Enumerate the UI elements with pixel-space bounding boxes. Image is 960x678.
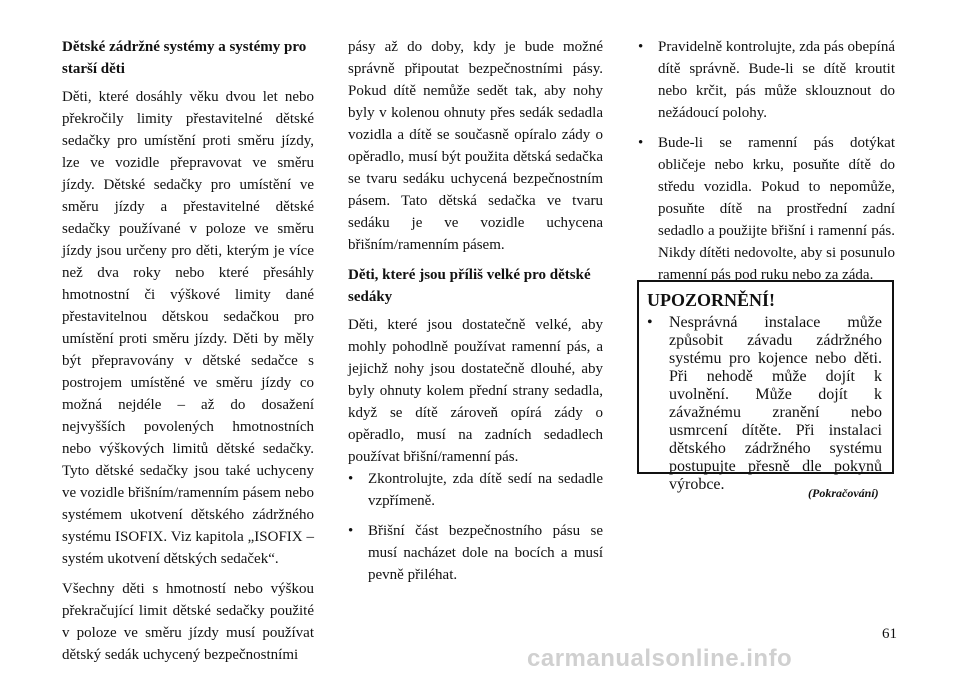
page-number: 61 xyxy=(882,626,897,642)
list-item: • Břišní část bezpečnostního pásu se musí nacházet dole na bocích a musí pevně přiléhat. xyxy=(348,520,603,586)
body-paragraph: Všechny děti s hmotností nebo výškou překračující limit dětské sedačky použité v poloze ve směru jízdy musí používat dětský sedák uchycený bezpečnostními xyxy=(62,581,314,663)
body-paragraph: Děti, které dosáhly věku dvou let nebo překročily limity přestavitelné dětské sedačky pro umístění proti směru jízdy, lze ve vozidle přepravovat ve směru jízdy. Dětské sedačky pro umístění ve směru jízdy a přestavitelné dětské sedačky používané v poloze ve směru jízdy jsou určeny pro děti, kterým je více než dva roky nebo které přesáhly hmotnostní či výškové limity dané přestavitelnou dětskou sedačkou pro umístění proti směru jízdy. Děti by měly být přepravovány v dětské sedačce s postrojem umístěné ve směru jízdy co možná nejdéle – až do dosažení nejvyšších povolených hmotnostních nebo výškových limitů dětské sedačky. Tyto dětské sedačky jsou také uchyceny ve vozidle břišním/ramenním pásem nebo systémem ukotvení dětského zádržného systému ISOFIX. Viz kapitola „ISOFIX – systém ukotvení dětských sedaček“. xyxy=(62,89,314,567)
bullet-list xyxy=(348,468,603,586)
section-heading: Děti, které jsou příliš velké pro dětské sedáky xyxy=(348,267,591,305)
body-paragraph: Děti, které jsou dostatečně velké, aby mohly pohodlně používat ramenní pás, a jejichž nohy jsou dostatečně dlouhé, aby byly ohnuty kolem přední strany sedadla, když se dítě zároveň opírá zády o opěradlo, musí na zadních sedadlech používat břišní/ramenní pás. xyxy=(348,317,603,465)
continued-label: (Pokračování) xyxy=(808,486,879,500)
column-right xyxy=(638,36,895,286)
body-paragraph: pásy až do doby, kdy je bude možné správně připoutat bezpečnostními pásy. Pokud dítě nemůže sedět tak, aby nohy byly v kolenou ohnuty přes sedák sedadla vozidla a dítě se současně opíralo zády o opěradlo, musí být použita dětská sedačka se tvaru sedáku uchycená bezpečnostním pásem. Tato dětská sedačka ve tvaru sedáku je ve vozidle uchycena břišním/ramenním pásem. xyxy=(348,39,603,253)
list-item: • Nesprávná instalace může způsobit závadu zádržného systému pro kojence nebo děti. Při nehodě může dojít k uvolnění. Může dojít k závažnému zranění nebo usmrcení dítěte. Při instalaci dětského zádržného systému postupujte přesně dle pokynů výrobce. xyxy=(647,314,882,494)
list-item: • Zkontrolujte, zda dítě sedí na sedadle vzpřímeně. xyxy=(348,468,603,512)
section-heading: Dětské zádržné systémy a systémy pro starší děti xyxy=(62,39,307,77)
watermark: carmanualsonline.info xyxy=(527,645,793,672)
warning-list xyxy=(647,314,882,494)
list-item: • Pravidelně kontrolujte, zda pás obepíná dítě správně. Bude-li se dítě kroutit nebo krčit, pás může sklouznout do nežádoucí polohy. xyxy=(638,36,895,124)
list-item: • Bude-li se ramenní pás dotýkat obličeje nebo krku, posuňte dítě do středu vozidla. Pokud to nepomůže, posuňte dítě na prostřední zadní sedadlo a použijte břišní i ramenní pás. Nikdy dítěti nedovolte, aby si posunulo ramenní pás pod ruku nebo za záda. xyxy=(638,132,895,286)
warning-title: UPOZORNĚNÍ! xyxy=(647,290,776,310)
column-left xyxy=(62,36,314,666)
bullet-list xyxy=(638,36,895,286)
column-middle xyxy=(348,36,603,586)
